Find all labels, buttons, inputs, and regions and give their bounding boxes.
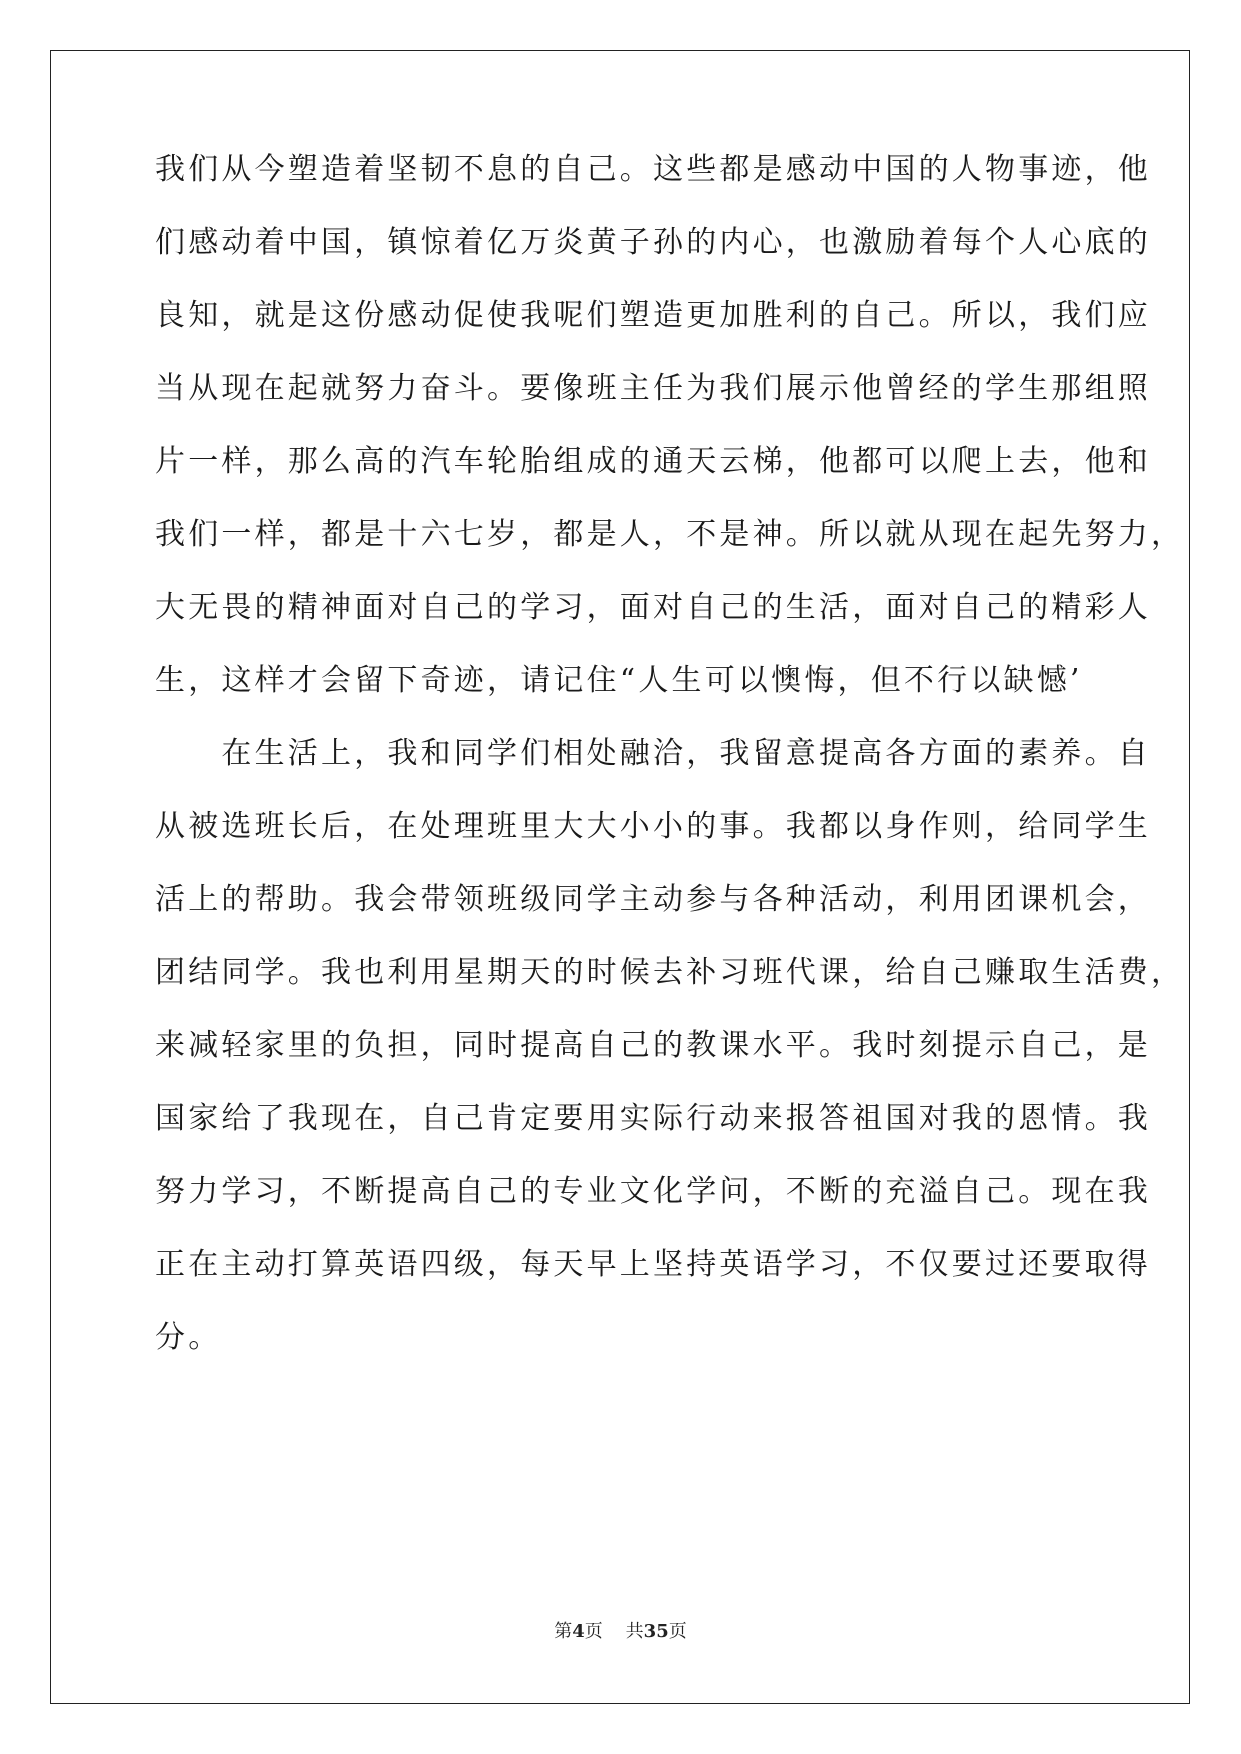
page-footer: [0, 1620, 1241, 1644]
page-current: 4: [572, 1621, 585, 1642]
paragraph-start-line: 在生活上，我和同学们相处融洽，我留意提高各方面的素养。自: [155, 736, 1151, 771]
text-line: 良知，就是这份感动促使我呢们塑造更加胜利的自己。所以，我们应: [155, 298, 1151, 333]
page-unit: 页: [584, 1621, 603, 1642]
page-total: 35: [643, 1621, 669, 1642]
text-line: 生，这样才会留下奇迹，请记住“人生可以懊悔，但不行以缺憾’: [155, 663, 1083, 698]
text-line: 片一样，那么高的汽车轮胎组成的通天云梯，他都可以爬上去，他和: [155, 444, 1151, 479]
text-line: 从被选班长后，在处理班里大大小小的事。我都以身作则，给同学生: [155, 809, 1151, 844]
text-line: 正在主动打算英语四级，每天早上坚持英语学习，不仅要过还要取得: [155, 1247, 1151, 1282]
text-line: 团结同学。我也利用星期天的时候去补习班代课，给自己赚取生活费，: [155, 955, 1185, 990]
text-line: 活上的帮助。我会带领班级同学主动参与各种活动，利用团课机会，: [155, 882, 1151, 917]
text-line: 国家给了我现在，自己肯定要用实际行动来报答祖国对我的恩情。我: [155, 1101, 1151, 1136]
page-prefix: 第: [554, 1621, 573, 1642]
total-unit: 页: [668, 1621, 687, 1642]
total-prefix: 共: [625, 1621, 644, 1642]
text-line: 努力学习，不断提高自己的专业文化学问，不断的充溢自己。现在我: [155, 1174, 1151, 1209]
text-line: 来减轻家里的负担，同时提高自己的教课水平。我时刻提示自己，是: [155, 1028, 1151, 1063]
text-line: 我们一样，都是十六七岁，都是人，不是神。所以就从现在起先努力，: [155, 517, 1185, 552]
text-line: 分。: [155, 1320, 222, 1355]
text-line: 当从现在起就努力奋斗。要像班主任为我们展示他曾经的学生那组照: [155, 371, 1151, 406]
text-line: 大无畏的精神面对自己的学习，面对自己的生活，面对自己的精彩人: [155, 590, 1151, 625]
text-line: 们感动着中国，镇惊着亿万炎黄子孙的内心，也激励着每个人心底的: [155, 225, 1151, 260]
text-line: 我们从今塑造着坚韧不息的自己。这些都是感动中国的人物事迹，他: [155, 152, 1151, 187]
